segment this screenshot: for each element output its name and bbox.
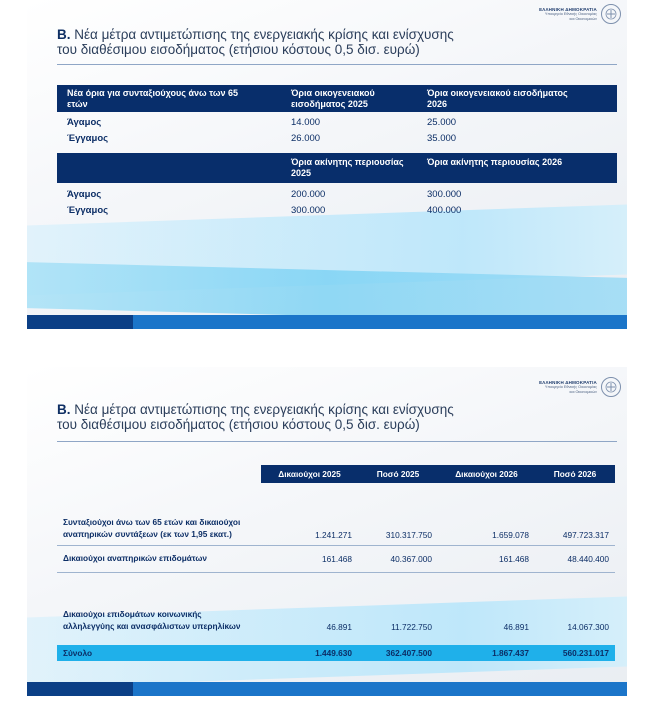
title-divider [57, 64, 617, 65]
table-row [57, 483, 615, 546]
cell-value: 40.367.000 [358, 546, 438, 573]
table-header [57, 153, 617, 183]
cell-value: 1.659.078 [438, 483, 535, 546]
header-cell: Όρια οικογενειακού εισοδήματος 2025 [291, 88, 375, 109]
cell-value: 14.067.300 [567, 622, 609, 632]
slide-income-limits [27, 0, 627, 329]
property-2025-value: 300.000 [291, 205, 326, 216]
slide-beneficiaries [27, 367, 627, 696]
title-prefix: Β. [57, 402, 71, 417]
column-header: Δικαιούχοι 2025 [261, 465, 358, 483]
cell-value: 11.722.750 [391, 622, 432, 632]
slide-title [57, 27, 557, 57]
cell-value: 310.317.750 [358, 483, 438, 546]
logo-subtitle: και Οικονομικών [569, 16, 597, 21]
table-header [57, 85, 617, 112]
income-2026-value: 25.000 [427, 117, 457, 128]
property-2025-value: 200.000 [291, 189, 326, 200]
title-divider [57, 441, 617, 442]
logo-subtitle: και Οικονομικών [569, 389, 597, 394]
header-blank [57, 465, 261, 483]
government-logo [539, 4, 621, 24]
column-header: Ποσό 2026 [535, 465, 615, 483]
row-label: Έγγαμος [67, 133, 109, 144]
table-row [57, 573, 615, 638]
footer-bar-accent [27, 682, 133, 696]
logo-subtitle: Υπουργείο Εθνικής Οικονομίας [544, 385, 597, 390]
cell-value: 1.241.271 [261, 483, 358, 546]
row-label: Έγγαμος [67, 205, 109, 216]
table-row [57, 546, 615, 573]
header-cell: Όρια ακίνητης περιουσίας 2026 [427, 157, 563, 167]
header-cell: Νέα όρια για συνταξιούχους άνω των 65 ετών [67, 88, 238, 109]
property-2026-value: 300.000 [427, 189, 462, 200]
income-2025-value: 26.000 [291, 133, 321, 144]
title-line-1: Νέα μέτρα αντιμετώπισης της ενεργειακής κρίσης και ενίσχυσης [70, 27, 454, 42]
row-label: Δικαιούχοι αναπηρικών επιδομάτων [57, 546, 261, 573]
column-header: Δικαιούχοι 2026 [438, 465, 535, 483]
total-value: 560.231.017 [535, 645, 615, 661]
cell-value: 48.440.400 [535, 546, 615, 573]
footer-bar-accent [27, 315, 133, 329]
total-value: 1.867.437 [438, 645, 535, 661]
government-logo [539, 377, 621, 397]
income-2025-value: 14.000 [291, 117, 321, 128]
logo-title: ΕΛΛΗΝΙΚΗ ΔΗΜΟΚΡΑΤΙΑ [539, 7, 597, 13]
total-value: 362.407.500 [358, 645, 438, 661]
cell-value: 161.468 [438, 546, 535, 573]
total-label: Σύνολο [57, 645, 261, 661]
emblem-icon [601, 377, 621, 397]
property-2026-value: 400.000 [427, 205, 462, 216]
emblem-icon [601, 4, 621, 24]
cell-value: 46.891 [326, 622, 353, 632]
row-label: Συνταξιούχοι άνω των 65 ετών και δικαιούχοι αναπηρικών συντάξεων (εκ των 1,95 εκατ.) [57, 483, 261, 546]
column-header: Ποσό 2025 [358, 465, 438, 483]
beneficiaries-table [57, 465, 617, 661]
row-label: Άγαμος [67, 189, 102, 200]
title-line-1: Νέα μέτρα αντιμετώπισης της ενεργειακής κρίσης και ενίσχυσης [70, 402, 454, 417]
cell-value: 497.723.317 [535, 483, 615, 546]
cell-value: 161.468 [261, 546, 358, 573]
logo-title: ΕΛΛΗΝΙΚΗ ΔΗΜΟΚΡΑΤΙΑ [539, 380, 597, 386]
title-prefix: Β. [57, 27, 71, 42]
row-label: Δικαιούχοι επιδομάτων κοινωνικής αλληλεγγύης και ανασφάλιστων υπερηλίκων [63, 609, 241, 631]
header-cell: Όρια ακίνητης περιουσίας 2025 [291, 157, 404, 178]
income-2026-value: 35.000 [427, 133, 457, 144]
total-value: 1.449.630 [261, 645, 358, 661]
header-cell: Όρια οικογενειακού εισοδήματος 2026 [427, 88, 568, 109]
title-line-2: του διαθέσιμου εισοδήματος (ετήσιου κόστους 0,5 δισ. ευρώ) [57, 42, 420, 57]
total-row [57, 645, 615, 661]
slide-title [57, 402, 557, 432]
title-line-2: του διαθέσιμου εισοδήματος (ετήσιου κόστους 0,5 δισ. ευρώ) [57, 417, 420, 432]
logo-subtitle: Υπουργείο Εθνικής Οικονομίας [544, 12, 597, 17]
row-label: Άγαμος [67, 117, 102, 128]
cell-value: 46.891 [503, 622, 530, 632]
